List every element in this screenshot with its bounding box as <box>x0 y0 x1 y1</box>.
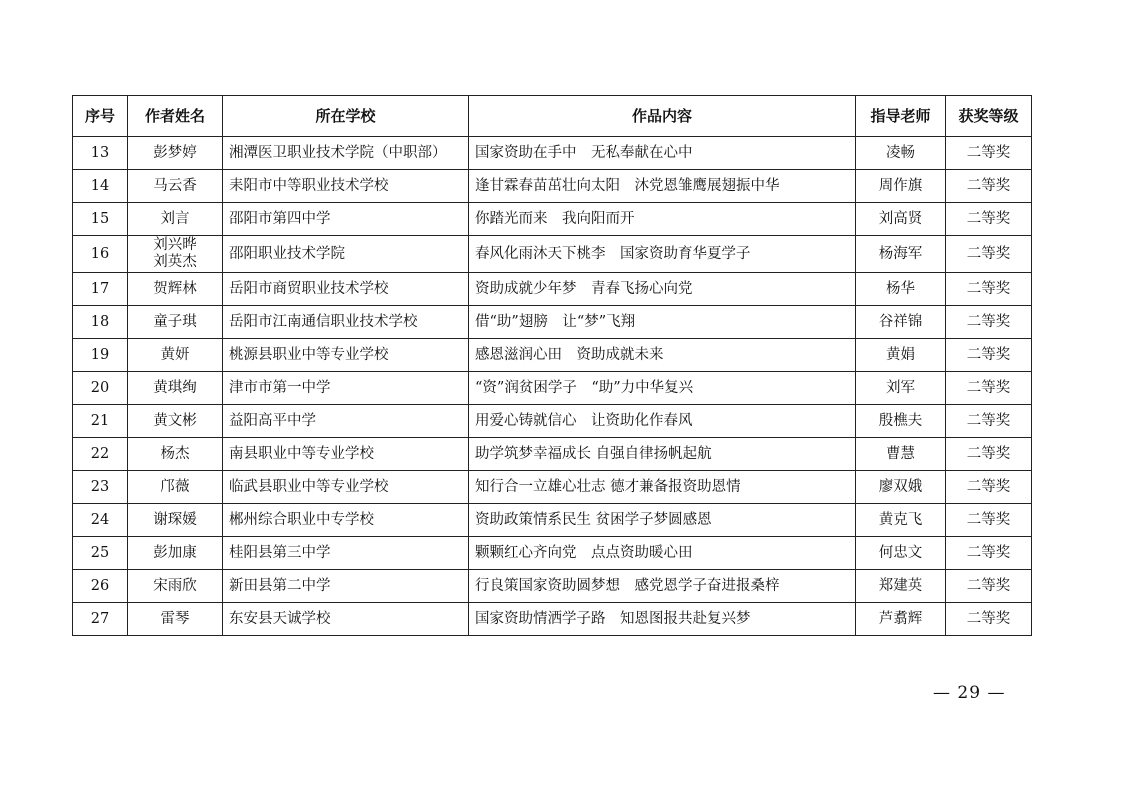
cell-content: 资助政策情系民生 贫困学子梦圆感恩 <box>469 504 856 537</box>
cell-content: 国家资助情洒学子路 知恩图报共赴复兴梦 <box>469 603 856 636</box>
table-row <box>73 603 1032 636</box>
cell-school: 郴州综合职业中专学校 <box>223 504 469 537</box>
cell-school: 新田县第二中学 <box>223 570 469 603</box>
author-name: 邝薇 <box>160 478 190 495</box>
table-row <box>73 170 1032 203</box>
cell-teacher: 廖双娥 <box>856 471 946 504</box>
cell-seq: 17 <box>73 273 128 306</box>
header-teacher: 指导老师 <box>856 96 946 137</box>
cell-teacher: 郑建英 <box>856 570 946 603</box>
cell-award: 二等奖 <box>946 405 1032 438</box>
cell-author <box>128 236 223 273</box>
cell-seq: 15 <box>73 203 128 236</box>
cell-school: 桃源县职业中等专业学校 <box>223 339 469 372</box>
cell-seq: 24 <box>73 504 128 537</box>
cell-school: 湘潭医卫职业技术学院（中职部） <box>223 137 469 170</box>
cell-school: 岳阳市商贸职业技术学校 <box>223 273 469 306</box>
cell-seq: 20 <box>73 372 128 405</box>
cell-content: 用爱心铸就信心 让资助化作春风 <box>469 405 856 438</box>
cell-seq: 26 <box>73 570 128 603</box>
cell-school: 岳阳市江南通信职业技术学校 <box>223 306 469 339</box>
cell-seq: 23 <box>73 471 128 504</box>
header-content: 作品内容 <box>469 96 856 137</box>
cell-content: “资”润贫困学子 “助”力中华复兴 <box>469 372 856 405</box>
cell-seq: 21 <box>73 405 128 438</box>
cell-school: 津市市第一中学 <box>223 372 469 405</box>
cell-seq: 27 <box>73 603 128 636</box>
header-author: 作者姓名 <box>128 96 223 137</box>
cell-author <box>128 273 223 306</box>
cell-seq: 19 <box>73 339 128 372</box>
author-name: 贺辉林 <box>153 280 197 297</box>
table-row <box>73 273 1032 306</box>
cell-seq: 16 <box>73 236 128 273</box>
cell-school: 南县职业中等专业学校 <box>223 438 469 471</box>
cell-author <box>128 570 223 603</box>
author-name: 黄琪绚 <box>153 379 197 396</box>
page-number: — 29 — <box>933 683 1006 703</box>
cell-teacher: 谷祥锦 <box>856 306 946 339</box>
cell-author <box>128 137 223 170</box>
table-row <box>73 236 1032 273</box>
cell-content: 颗颗红心齐向党 点点资助暖心田 <box>469 537 856 570</box>
cell-award: 二等奖 <box>946 339 1032 372</box>
header-school: 所在学校 <box>223 96 469 137</box>
header-seq: 序号 <box>73 96 128 137</box>
author-name: 刘兴晔 <box>153 237 197 253</box>
cell-teacher: 刘高贤 <box>856 203 946 236</box>
table-row <box>73 570 1032 603</box>
cell-content: 借“助”翅膀 让“梦”飞翔 <box>469 306 856 339</box>
cell-teacher: 曹慧 <box>856 438 946 471</box>
table-body <box>73 137 1032 636</box>
cell-award: 二等奖 <box>946 504 1032 537</box>
table-row <box>73 372 1032 405</box>
cell-seq: 18 <box>73 306 128 339</box>
author-name: 马云香 <box>153 177 197 194</box>
cell-school: 桂阳县第三中学 <box>223 537 469 570</box>
cell-award: 二等奖 <box>946 570 1032 603</box>
author-name: 谢琛媛 <box>153 511 197 528</box>
cell-teacher: 凌畅 <box>856 137 946 170</box>
cell-content: 感恩滋润心田 资助成就未来 <box>469 339 856 372</box>
cell-teacher: 何忠文 <box>856 537 946 570</box>
cell-school: 邵阳市第四中学 <box>223 203 469 236</box>
cell-content: 春风化雨沐天下桃李 国家资助育华夏学子 <box>469 236 856 273</box>
cell-teacher: 黄克飞 <box>856 504 946 537</box>
cell-content: 国家资助在手中 无私奉献在心中 <box>469 137 856 170</box>
cell-award: 二等奖 <box>946 137 1032 170</box>
cell-author <box>128 372 223 405</box>
cell-award: 二等奖 <box>946 203 1032 236</box>
author-name: 刘言 <box>160 210 190 227</box>
cell-author <box>128 405 223 438</box>
cell-school: 临武县职业中等专业学校 <box>223 471 469 504</box>
cell-school: 益阳高平中学 <box>223 405 469 438</box>
cell-award: 二等奖 <box>946 273 1032 306</box>
cell-content: 逢甘霖春苗茁壮向太阳 沐党恩雏鹰展翅振中华 <box>469 170 856 203</box>
author-name: 黄文彬 <box>153 412 197 429</box>
cell-school: 东安县天诚学校 <box>223 603 469 636</box>
cell-school: 耒阳市中等职业技术学校 <box>223 170 469 203</box>
cell-author <box>128 471 223 504</box>
author-name: 宋雨欣 <box>153 577 197 594</box>
cell-award: 二等奖 <box>946 603 1032 636</box>
award-table <box>72 95 1032 636</box>
cell-teacher: 杨海军 <box>856 236 946 273</box>
cell-award: 二等奖 <box>946 537 1032 570</box>
cell-teacher: 杨华 <box>856 273 946 306</box>
table-row <box>73 203 1032 236</box>
cell-author <box>128 603 223 636</box>
table-row <box>73 306 1032 339</box>
header-row <box>73 96 1032 137</box>
cell-award: 二等奖 <box>946 438 1032 471</box>
cell-author <box>128 170 223 203</box>
cell-seq: 25 <box>73 537 128 570</box>
cell-content: 资助成就少年梦 青春飞扬心向党 <box>469 273 856 306</box>
cell-teacher: 刘军 <box>856 372 946 405</box>
cell-author <box>128 203 223 236</box>
table-row <box>73 504 1032 537</box>
cell-content: 行良策国家资助圆梦想 感党恩学子奋进报桑梓 <box>469 570 856 603</box>
cell-award: 二等奖 <box>946 372 1032 405</box>
cell-award: 二等奖 <box>946 170 1032 203</box>
cell-content: 助学筑梦幸福成长 自强自律扬帆起航 <box>469 438 856 471</box>
cell-teacher: 芦翥辉 <box>856 603 946 636</box>
cell-seq: 14 <box>73 170 128 203</box>
table-row <box>73 471 1032 504</box>
author-name: 彭加康 <box>153 544 197 561</box>
cell-teacher: 黄娟 <box>856 339 946 372</box>
table-row <box>73 137 1032 170</box>
author-name: 彭梦婷 <box>153 144 197 161</box>
table-row <box>73 438 1032 471</box>
author-name: 童子琪 <box>153 313 197 330</box>
cell-award: 二等奖 <box>946 471 1032 504</box>
cell-seq: 22 <box>73 438 128 471</box>
cell-author <box>128 339 223 372</box>
cell-seq: 13 <box>73 137 128 170</box>
cell-author <box>128 504 223 537</box>
author-name: 雷琴 <box>160 610 190 627</box>
cell-teacher: 周作旗 <box>856 170 946 203</box>
table-row <box>73 405 1032 438</box>
cell-school: 邵阳职业技术学院 <box>223 236 469 273</box>
cell-author <box>128 306 223 339</box>
cell-award: 二等奖 <box>946 306 1032 339</box>
cell-author <box>128 438 223 471</box>
cell-award: 二等奖 <box>946 236 1032 273</box>
cell-content: 你踏光而来 我向阳而开 <box>469 203 856 236</box>
header-award: 获奖等级 <box>946 96 1032 137</box>
cell-teacher: 殷樵夫 <box>856 405 946 438</box>
author-name: 杨杰 <box>160 445 190 462</box>
cell-content: 知行合一立雄心壮志 德才兼备报资助恩情 <box>469 471 856 504</box>
table-row <box>73 339 1032 372</box>
author-name: 黄妍 <box>160 346 190 363</box>
cell-author <box>128 537 223 570</box>
table-row <box>73 537 1032 570</box>
author-name: 刘英杰 <box>153 254 197 270</box>
